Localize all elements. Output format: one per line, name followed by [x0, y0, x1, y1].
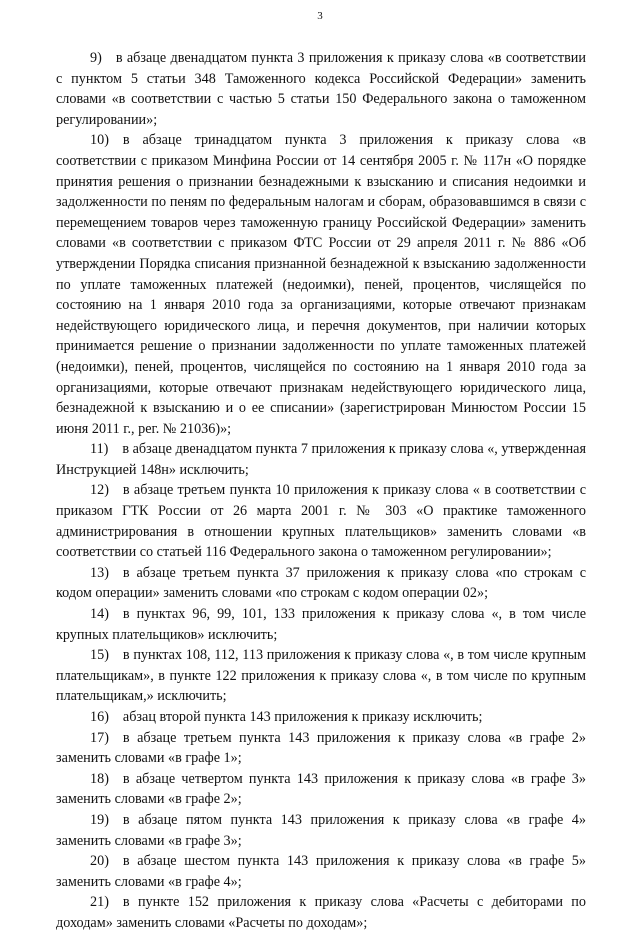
item-number: 14) [90, 606, 109, 623]
item-number: 19) [90, 811, 109, 828]
list-item [56, 563, 586, 604]
item-number: 13) [90, 564, 109, 581]
item-text: в пунктах 108, 112, 113 приложения к приказу слова «, в том числе крупным плательщикам», в пункте 122 приложения к приказу слова «, в том числе по крупным плательщикам,» исключить; [56, 647, 586, 705]
item-number: 10) [90, 132, 109, 149]
list-item [56, 645, 586, 707]
list-item [56, 769, 586, 810]
item-text: в абзаце двенадцатом пункта 7 приложения к приказу слова «, утвержденная Инструкцией 148н» исключить; [56, 441, 587, 478]
list-item [56, 439, 586, 480]
item-number: 16) [90, 709, 109, 725]
list-item [56, 707, 586, 728]
item-text: в абзаце четвертом пункта 143 приложения к приказу слова «в графе 3» заменить словами «в графе 2»; [56, 770, 586, 808]
item-text: в абзаце пятом пункта 143 приложения к приказу слова «в графе 4» заменить словами «в графе 3»; [56, 811, 586, 849]
item-text: в абзаце тринадцатом пункта 3 приложения к приказу слова «в соответствии с приказом Минфина России от 14 сентября 2005 г. № 117н «О порядке принятия решения о признании безнадежными к взысканию и списания недоимки и задолженности по пеням по федеральным налогам и сборам, образовавшимся в связи с перемещением товаров через таможенную границу Российской Федерации» заменить словами «в соответствии с приказом ФТС России от 29 апреля 2011 г. № 886 «Об утверждении Порядка списания признанной безнадежной к взысканию задолженности по уплате таможенных платежей (недоимки), пеней, процентов, числящейся по состоянию на 1 января 2010 года за организациями, которые отвечают признакам недействующего юридического лица, и перечня документов, при наличии которых принимается решение о признании задолженности по уплате таможенных платежей (недоимки), пеней, процентов, числящейся по состоянию на 1 января 2010 года за организациями, которые отвечают признакам недействующего юридического лица, безнадежной к взысканию и о ее списании» (зарегистрирован Минюстом России 15 июня 2011 г., рег. № 21036)»; [56, 132, 586, 437]
list-item [56, 851, 586, 892]
list-item [56, 130, 586, 439]
item-text: в абзаце третьем пункта 143 приложения к приказу слова «в графе 2» заменить словами «в графе 1»; [56, 729, 586, 767]
list-item [56, 810, 586, 851]
item-text: в пункте 152 приложения к приказу слова «Расчеты с дебиторами по доходам» заменить словами «Расчеты по доходам»; [56, 894, 586, 931]
item-number: 9) [90, 50, 102, 66]
item-text: в абзаце третьем пункта 10 приложения к приказу слова « в соответствии с приказом ГТК России от 26 марта 2001 г. № 303 «О практике таможенного администрирования в отношении крупных плательщиков» заменить словами «в соответствии со статьей 116 Федерального закона о таможенном регулировании»; [56, 482, 586, 561]
item-text: в абзаце шестом пункта 143 приложения к приказу слова «в графе 5» заменить словами «в графе 4»; [56, 853, 586, 890]
item-text: абзац второй пункта 143 приложения к приказу исключить; [122, 709, 483, 725]
list-item [56, 480, 586, 562]
item-text: в пунктах 96, 99, 101, 133 приложения к приказу слова «, в том числе крупных плательщиков» исключить; [56, 606, 586, 643]
item-number: 11) [90, 441, 109, 458]
document-body [56, 48, 586, 934]
item-number: 18) [90, 770, 109, 787]
item-number: 20) [90, 853, 109, 870]
item-number: 12) [90, 482, 109, 499]
item-text: в абзаце двенадцатом пункта 3 приложения к приказу слова «в соответствии с пунктом 5 статьи 348 Таможенного кодекса Российской Федерации» заменить словами «в соответствии с частью 5 статьи 150 Федерального закона о таможенном регулировании»; [56, 50, 586, 128]
item-number: 17) [90, 729, 109, 746]
item-text: в абзаце третьем пункта 37 приложения к приказу слова «по строкам с кодом операции» заменить словами «по строкам с кодом операции 02»; [56, 564, 586, 602]
list-item [56, 728, 586, 769]
list-item [56, 48, 586, 130]
item-number: 15) [90, 647, 109, 664]
page-number: 3 [317, 10, 323, 22]
item-number: 21) [90, 894, 109, 911]
list-item [56, 892, 586, 933]
list-item [56, 604, 586, 645]
